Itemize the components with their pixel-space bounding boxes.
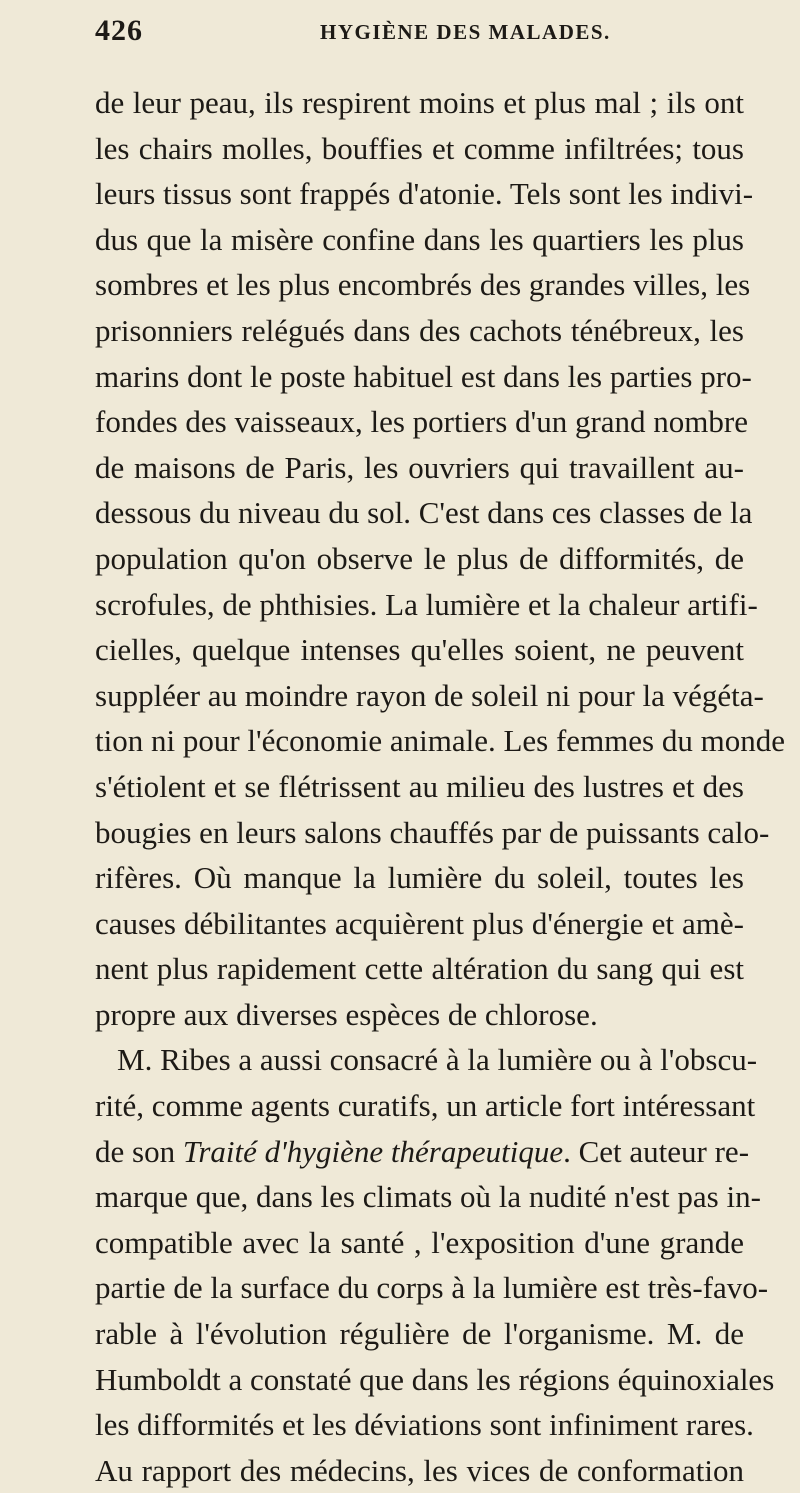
body-text <box>95 80 785 1493</box>
text-line: causes débilitantes acquièrent plus d'énergie et amè- <box>95 905 744 941</box>
page-number: 426 <box>95 14 143 47</box>
running-head: HYGIÈNE DES MALADES. <box>320 20 611 44</box>
text-line: bougies en leurs salons chauffés par de puissants calo- <box>95 814 770 850</box>
text-line-mixed <box>95 1129 750 1175</box>
text-line: cielles, quelque intenses qu'elles soient, ne peuvent <box>95 632 744 668</box>
page-header <box>95 14 744 66</box>
text-line: dus que la misère confine dans les quartiers les plus <box>95 221 744 257</box>
book-title-italic: Traité d'hygiène thérapeutique <box>182 1133 564 1169</box>
text-line: scrofules, de phthisies. La lumière et la chaleur artifi- <box>95 586 758 622</box>
text-line: rable à l'évolution régulière de l'organisme. M. de <box>95 1316 744 1352</box>
text-line: nent plus rapidement cette altération du sang qui est <box>95 951 744 987</box>
text-line: de maisons de Paris, les ouvriers qui travaillent au- <box>95 449 744 485</box>
text-line: rifères. Où manque la lumière du soleil, toutes les <box>95 860 744 896</box>
text-line: compatible avec la santé , l'exposition d'une grande <box>95 1224 744 1260</box>
text-line: s'étiolent et se flétrissent au milieu des lustres et des <box>95 768 744 804</box>
text-line: population qu'on observe le plus de difformités, de <box>95 540 744 576</box>
text-line: Au rapport des médecins, les vices de conformation <box>95 1452 744 1488</box>
text-line: leurs tissus sont frappés d'atonie. Tels sont les indivi- <box>95 176 754 212</box>
text-line: fondes des vaisseaux, les portiers d'un grand nombre <box>95 404 748 440</box>
text-line: marins dont le poste habituel est dans les parties pro- <box>95 358 752 394</box>
text-line: marque que, dans les climats où la nudité n'est pas in- <box>95 1179 761 1215</box>
text-line: les chairs molles, bouffies et comme infiltrées; tous <box>95 130 744 166</box>
text-run: . Cet auteur re- <box>563 1133 750 1169</box>
text-line: propre aux diverses espèces de chlorose. <box>95 996 598 1032</box>
text-line: Humboldt a constaté que dans les régions équinoxiales <box>95 1361 775 1397</box>
text-run: de son <box>95 1133 183 1169</box>
text-line: partie de la surface du corps à la lumière est très-favo- <box>95 1270 769 1306</box>
text-line: dessous du niveau du sol. C'est dans ces classes de la <box>95 495 753 531</box>
text-line: les difformités et les déviations sont infiniment rares. <box>95 1407 754 1443</box>
text-line: sombres et les plus encombrés des grandes villes, les <box>95 267 751 303</box>
text-line: M. Ribes a aussi consacré à la lumière ou à l'obscu- <box>117 1042 758 1078</box>
text-line: de leur peau, ils respirent moins et plus mal ; ils ont <box>95 85 744 120</box>
text-line: rité, comme agents curatifs, un article fort intéressant <box>95 1088 756 1124</box>
text-line: suppléer au moindre rayon de soleil ni pour la végéta- <box>95 677 764 713</box>
text-line: tion ni pour l'économie animale. Les femmes du monde <box>95 723 785 759</box>
text-line: prisonniers relégués dans des cachots ténébreux, les <box>95 312 744 348</box>
